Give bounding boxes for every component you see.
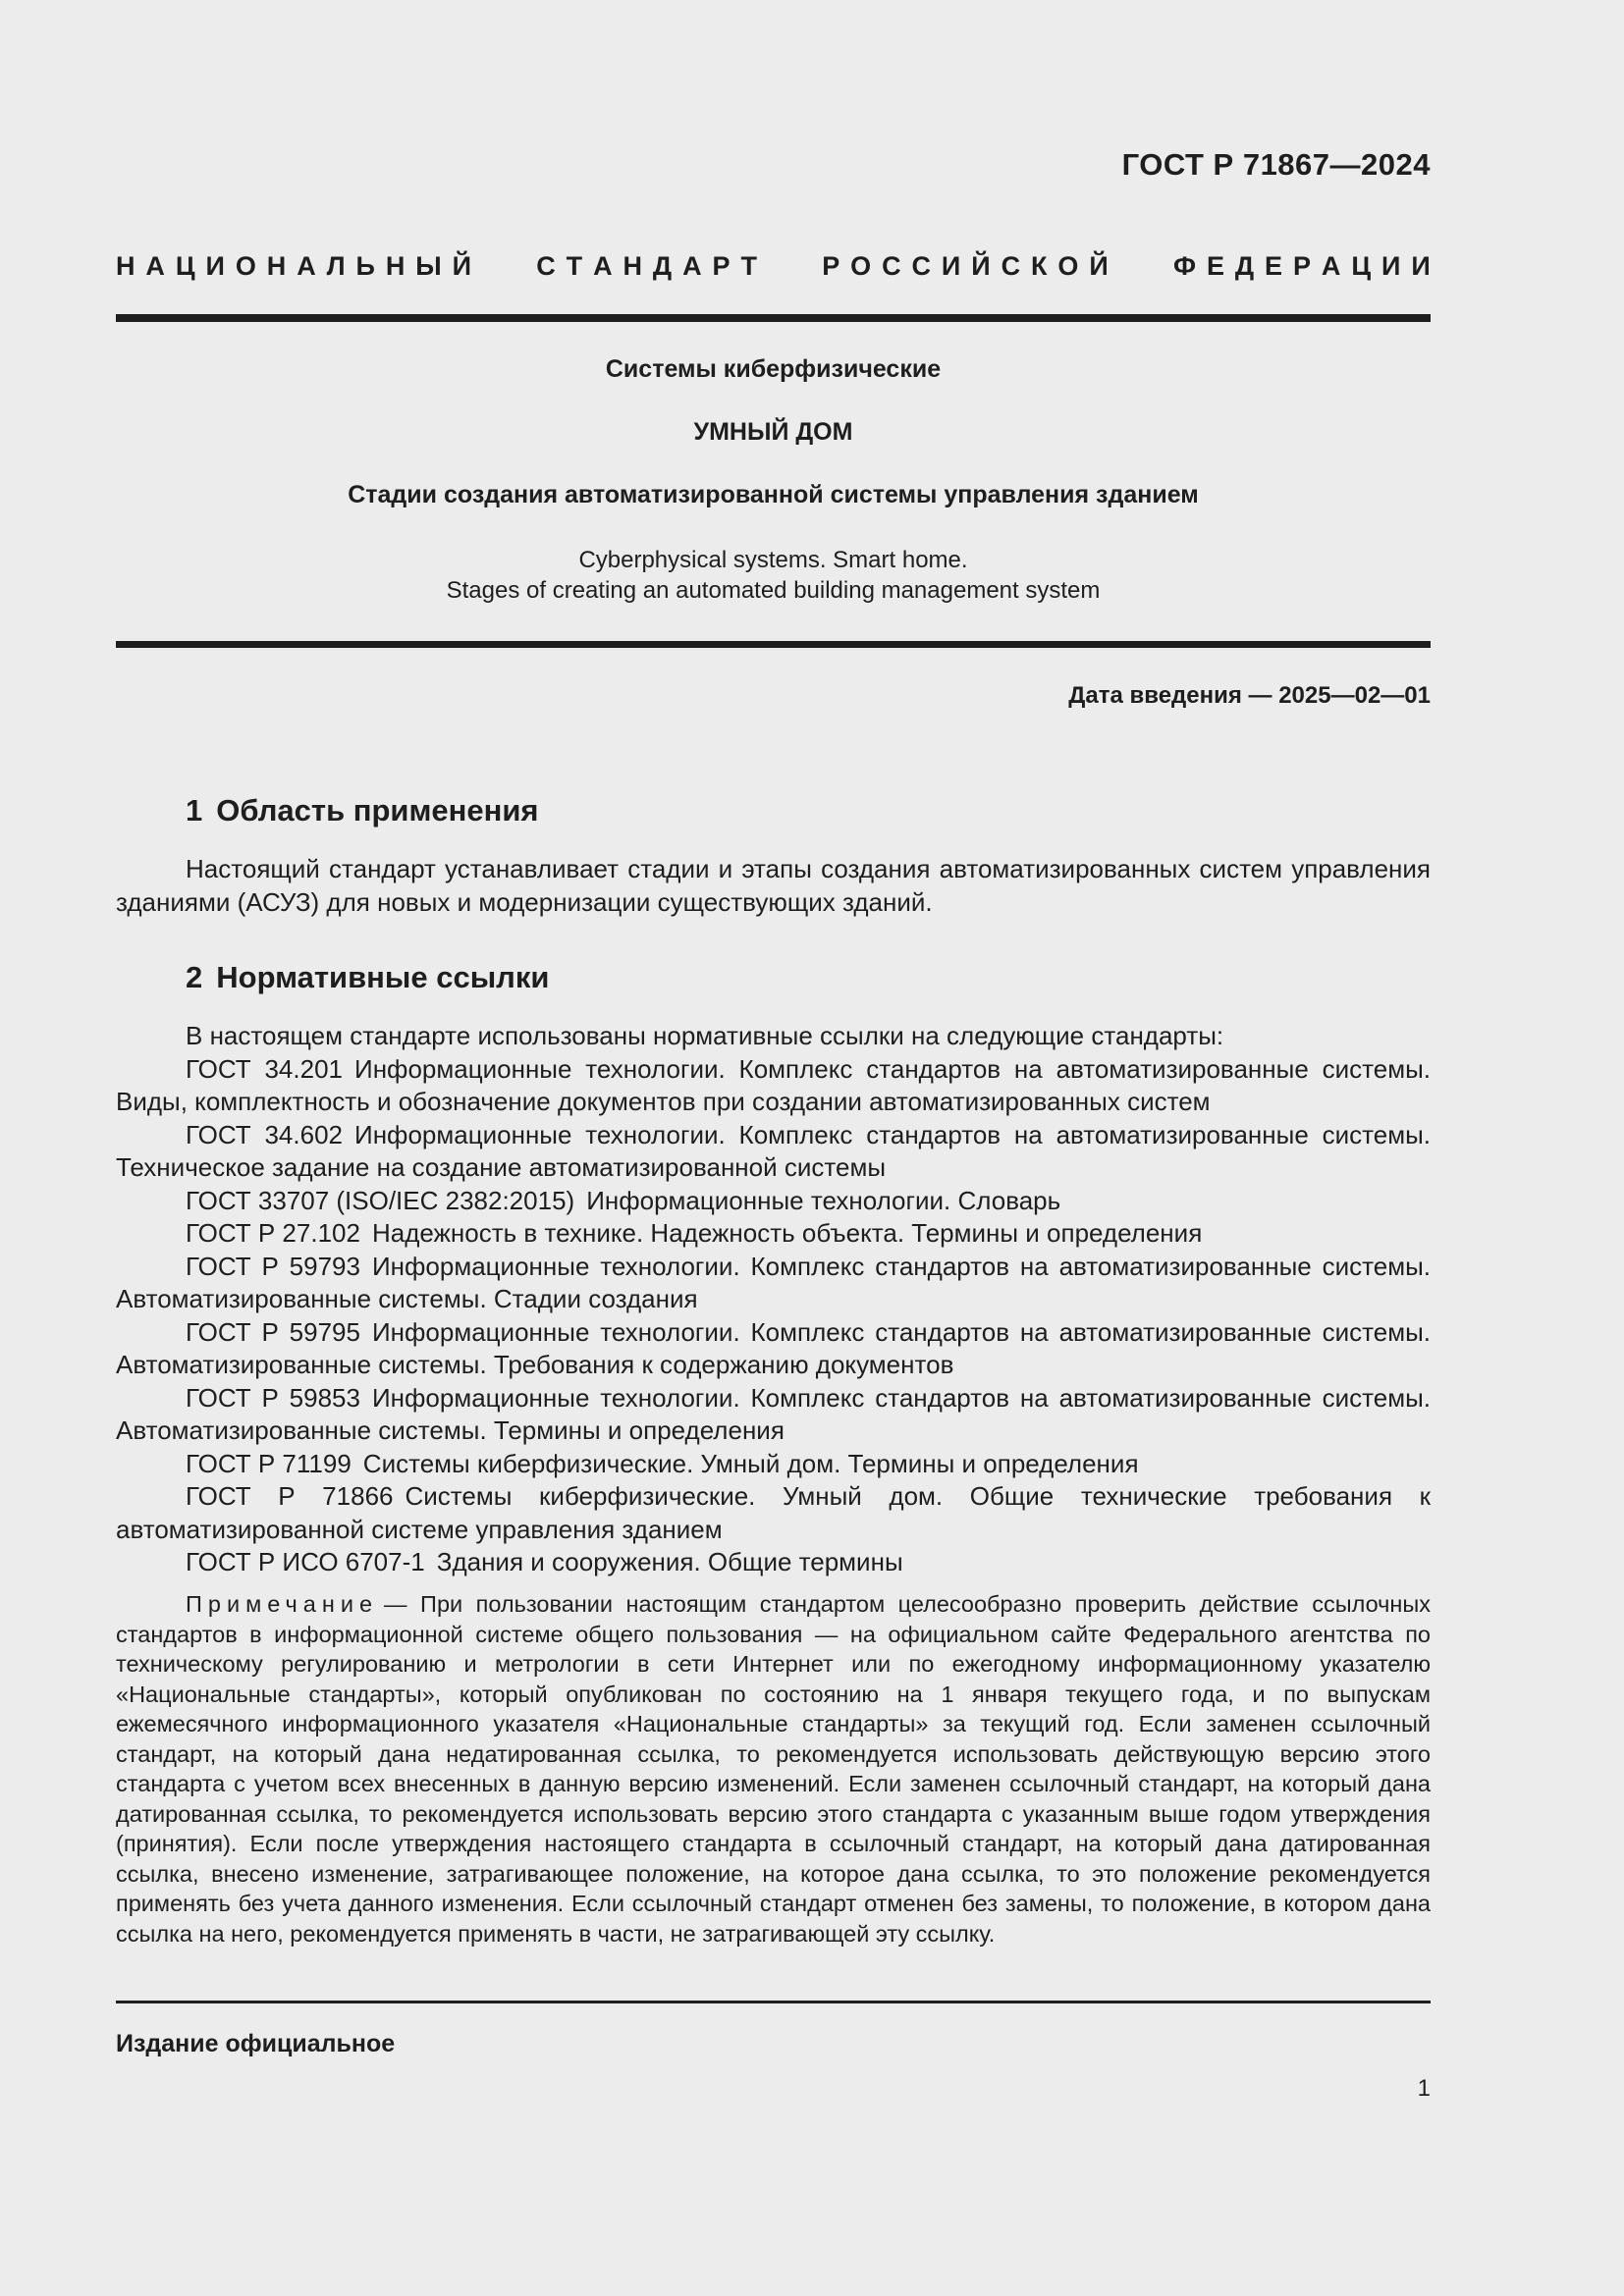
banner-letter: Н [385,251,406,281]
banner-letter: Р [822,251,840,281]
reference-code: ГОСТ 34.201 [186,1053,344,1084]
banner-gap [500,251,508,282]
reference-code: ГОСТ Р 59793 [186,1251,360,1281]
reference-title: Системы киберфизические. Умный дом. Термины и определения [362,1448,1139,1478]
banner-letter: И [1411,251,1431,281]
section-2-heading [186,960,549,995]
section-1-heading [186,793,539,828]
banner-letter: С [911,251,931,281]
reference-title: Информационные технологии. Словарь [586,1185,1061,1215]
banner-letter: С [882,251,901,281]
banner-letter: Л [326,251,346,281]
banner-letter: Ы [415,251,442,281]
banner-letter: А [297,251,316,281]
title-divider [116,641,1431,648]
banner-letter: И [941,251,961,281]
banner-letter: Т [566,251,583,281]
banner-letter: Н [623,251,642,281]
reference-code: ГОСТ Р 27.102 [186,1218,360,1248]
banner-gap [1137,251,1145,282]
english-title [116,545,1431,606]
reference-title: Надежность в технике. Надежность объекта. Термины и определения [371,1218,1203,1248]
banner-gap [768,251,776,282]
references-intro: В настоящем стандарте использованы нормативные ссылки на следующие стандарты: [186,1021,1224,1050]
reference-title: Информационные технологии. Комплекс стандартов на автоматизированные системы. Техническое задание на создание автоматизированной системы [116,1119,1432,1182]
reference-item [116,1316,1431,1382]
references-list [116,1020,1431,1579]
note-label: Примечание [186,1591,379,1617]
banner-gap [482,251,490,282]
banner-letter: С [1001,251,1021,281]
banner-gap [1119,251,1127,282]
reference-code: ГОСТ Р 71866 [186,1481,394,1511]
reference-title: Здания и сооружения. Общие термины [436,1547,903,1576]
title-line-2: УМНЫЙ ДОМ [693,418,853,446]
reference-item [116,1119,1431,1185]
national-standard-banner [116,251,1431,282]
reference-item [116,1382,1431,1448]
banner-letter: К [1030,251,1048,281]
title-line-3: Стадии создания автоматизированной системы управления зданием [348,481,1199,508]
official-edition: Издание официальное [116,2030,396,2057]
banner-letter: А [593,251,613,281]
note-text: — При пользовании настоящим стандартом целесообразно проверить действие ссылочных стандартов в информационной системе общего пользования — на официальном сайте Федерального агентства по техническому регулированию и метрологии в сети Интернет или по ежегодному информационному указателю «Национальные стандарты», который опубликован по состоянию на 1 января текущего года, и по выпускам ежемесячного информационного указателя «Национальные стандарты» за текущий год. Если заменен ссылочный стандарт, на который дана недатированная ссылка, то рекомендуется использовать действующую версию этого стандарта с учетом всех внесенных в данную версию изменений. Если заменен ссылочный стандарт, на который дана датированная ссылка, то рекомендуется использовать версию этого стандарта с указанным выше годом утверждения (принятия). Если после утверждения настоящего стандарта в ссылочный стандарт, на который дана датированная ссылка, внесено изменение, затрагивающее положение, на которое дана ссылка, то это положение рекомендуется применять без учета данного изменения. Если ссылочный стандарт отменен без замены, то положение, в котором дана ссылка на него, рекомендуется применять в части, не затрагивающей эту ссылку. [116,1591,1431,1947]
banner-letter: Ф [1172,251,1197,281]
reference-item [116,1053,1431,1119]
section-2-number: 2 [186,960,203,994]
footer-divider [116,2001,1431,2003]
reference-item [116,1185,1431,1218]
banner-letter: Й [1089,251,1109,281]
banner-letter: Ц [175,251,195,281]
section-1-title: Область применения [216,793,539,828]
banner-letter: О [235,251,256,281]
banner-gap [518,251,526,282]
banner-letter: А [145,251,165,281]
banner-letter: Ц [1351,251,1372,281]
banner-gap [804,251,812,282]
reference-title: Информационные технологии. Комплекс стандартов на автоматизированные системы. Виды, комплектность и обозначение документов при создании автоматизированных систем [116,1053,1432,1116]
banner-gap [785,251,793,282]
banner-gap [1156,251,1164,282]
section-1-number: 1 [186,793,203,828]
banner-letter: Н [116,251,135,281]
reference-item [116,1448,1431,1481]
standard-code: ГОСТ Р 71867—2024 [1121,147,1431,182]
page-number: 1 [1417,2075,1431,2102]
reference-code: ГОСТ Р 71199 [186,1448,352,1478]
reference-code: ГОСТ Р ИСО 6707-1 [186,1547,425,1576]
reference-title: Информационные технологии. Комплекс стандартов на автоматизированные системы. Автоматизированные системы. Стадии создания [116,1251,1431,1313]
reference-code: ГОСТ 34.602 [186,1119,344,1149]
reference-item [116,1217,1431,1251]
banner-letter: Р [712,251,731,281]
banner-letter: О [850,251,872,281]
banner-letter: Й [452,251,471,281]
banner-letter: Н [266,251,287,281]
english-title-line-1: Cyberphysical systems. Smart home. [578,547,968,573]
section-2-title: Нормативные ссылки [216,960,550,994]
banner-letter: С [536,251,556,281]
banner-letter: Й [971,251,991,281]
english-title-line-2: Stages of creating an automated building management system [446,577,1101,604]
reference-item [116,1480,1431,1546]
banner-letter: Р [1292,251,1311,281]
reference-title: Информационные технологии. Комплекс стандартов на автоматизированные системы. Автоматизированные системы. Термины и определения [116,1382,1431,1445]
reference-code: ГОСТ Р 59853 [186,1382,360,1413]
banner-letter: И [1381,251,1401,281]
reference-title: Системы киберфизические. Умный дом. Общие технические требования к автоматизированной системе управления зданием [116,1481,1431,1544]
reference-title: Информационные технологии. Комплекс стандартов на автоматизированные системы. Автоматизированные системы. Требования к содержанию документов [116,1316,1431,1379]
banner-letter: А [682,251,702,281]
banner-letter: Ь [355,251,375,281]
reference-code: ГОСТ 33707 (ISO/IEC 2382:2015) [186,1185,575,1215]
section-1-text: Настоящий стандарт устанавливает стадии и этапы создания автоматизированных систем управления зданиями (АСУЗ) для новых и модернизации существующих зданий. [116,854,1431,917]
banner-letter: А [1321,251,1341,281]
introduction-date: Дата введения — 2025—02—01 [1068,682,1431,709]
banner-letter: Т [740,251,757,281]
banner-letter: И [205,251,225,281]
reference-item [116,1546,1431,1579]
reference-item [116,1251,1431,1316]
banner-letter: Е [1265,251,1283,281]
reference-code: ГОСТ Р 59795 [186,1316,360,1347]
banner-letter: Д [652,251,673,281]
top-divider [116,314,1431,322]
banner-letter: Е [1206,251,1224,281]
banner-letter: О [1057,251,1079,281]
note [116,1589,1431,1949]
title-line-1: Системы киберфизические [605,355,942,383]
banner-letter: Д [1234,251,1255,281]
